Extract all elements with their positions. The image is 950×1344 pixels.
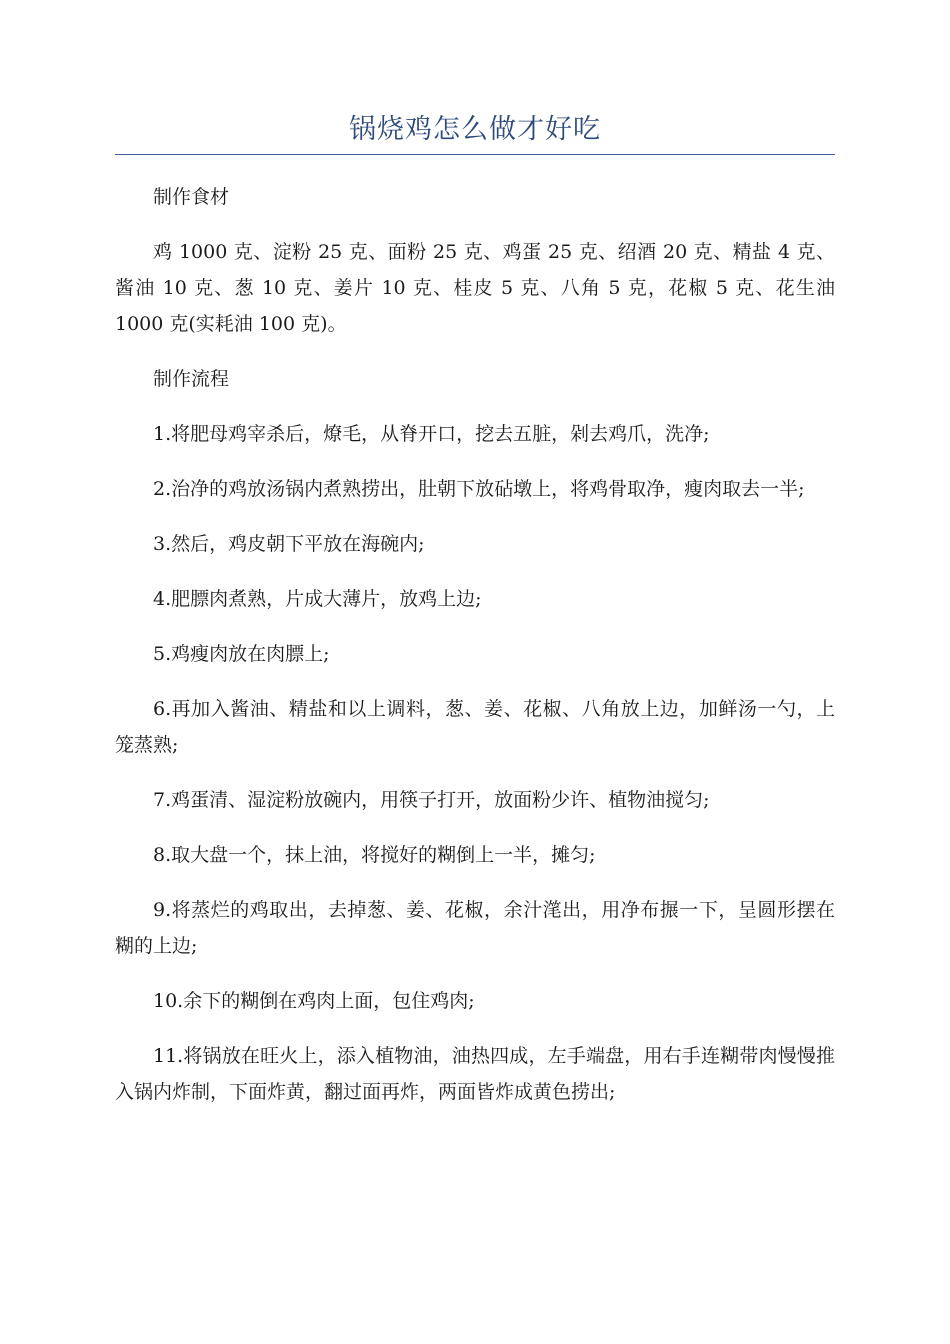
step-3: 3.然后，鸡皮朝下平放在海碗内; <box>153 533 425 555</box>
step-8: 8.取大盘一个，抹上油，将搅好的糊倒上一半，摊匀; <box>153 844 596 866</box>
step-4: 4.肥膘肉煮熟，片成大薄片，放鸡上边; <box>153 588 482 610</box>
step-11: 11.将锅放在旺火上，添入植物油，油热四成，左手端盘，用右手连糊带肉慢慢推入锅内炸制，下面炸黄，翻过面再炸，两面皆炸成黄色捞出; <box>115 1045 835 1103</box>
document-page <box>115 110 835 1129</box>
document-body <box>115 179 835 1110</box>
title-divider <box>115 154 835 155</box>
section-heading-ingredients: 制作食材 <box>153 186 230 208</box>
step-1: 1.将肥母鸡宰杀后，燎毛，从脊开口，挖去五脏，剁去鸡爪，洗净; <box>153 423 710 445</box>
step-2: 2.治净的鸡放汤锅内煮熟捞出，肚朝下放砧墩上，将鸡骨取净，瘦肉取去一半; <box>153 478 805 500</box>
step-5: 5.鸡瘦肉放在肉膘上; <box>153 643 330 665</box>
document-title: 锅烧鸡怎么做才好吃 <box>349 114 601 145</box>
section-heading-process: 制作流程 <box>153 368 230 390</box>
step-9: 9.将蒸烂的鸡取出，去掉葱、姜、花椒，余汁滗出，用净布搌一下，呈圆形摆在糊的上边; <box>115 899 835 957</box>
step-6: 6.再加入酱油、精盐和以上调料，葱、姜、花椒、八角放上边，加鲜汤一勺，上笼蒸熟; <box>115 698 835 756</box>
ingredients-paragraph: 鸡 1000 克、淀粉 25 克、面粉 25 克、鸡蛋 25 克、绍酒 20 克、精盐 4 克、酱油 10 克、葱 10 克、姜片 10 克、桂皮 5 克、八角 5 克，花椒 5 克、花生油 1000 克(实耗油 100 克)。 <box>115 241 835 335</box>
step-7: 7.鸡蛋清、湿淀粉放碗内，用筷子打开，放面粉少许、植物油搅匀; <box>153 789 710 811</box>
step-10: 10.余下的糊倒在鸡肉上面，包住鸡肉; <box>153 990 475 1012</box>
